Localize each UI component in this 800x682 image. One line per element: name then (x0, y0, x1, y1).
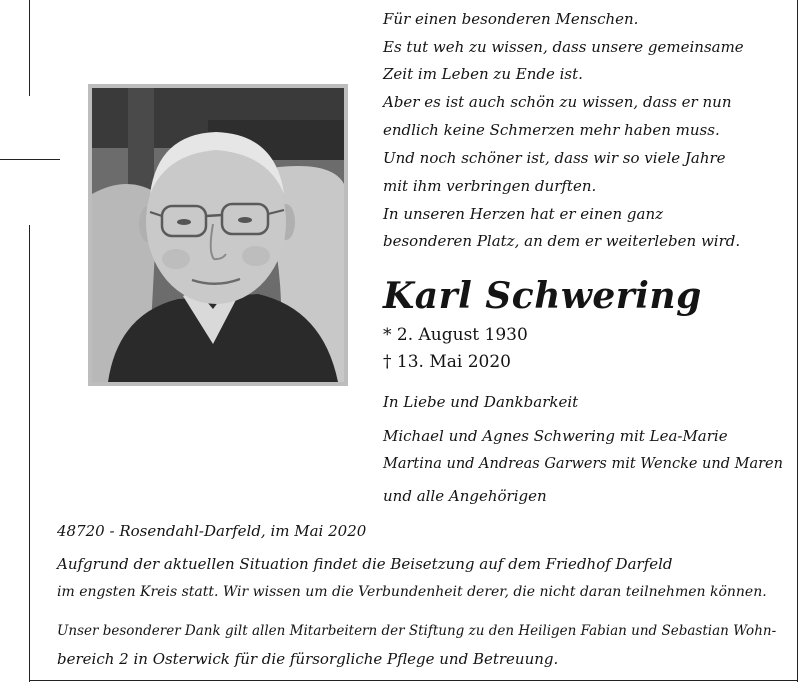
portrait-photo (88, 84, 348, 386)
notice-line: im engsten Kreis statt. Wir wissen um die Verbundenheit derer, die nicht daran teilnehmen können. (57, 584, 767, 600)
poem-line: endlich keine Schmerzen mehr haben muss. (383, 121, 720, 139)
poem-line: Für einen besonderen Menschen. (383, 10, 639, 28)
place-date: 48720 - Rosendahl-Darfeld, im Mai 2020 (57, 522, 367, 540)
birth-date: * 2. August 1930 (383, 325, 528, 345)
frame-left-line-bottom (29, 225, 30, 682)
thanks-line: bereich 2 in Osterwick für die fürsorgliche Pflege und Betreuung. (57, 650, 559, 668)
notice-line: Aufgrund der aktuellen Situation findet die Beisetzung auf dem Friedhof Darfeld (57, 555, 673, 573)
poem-line: besonderen Platz, an dem er weiterleben wird. (383, 232, 741, 250)
signature-line: und alle Angehörigen (383, 487, 547, 505)
signature-intro: In Liebe und Dankbarkeit (383, 393, 579, 411)
poem-line: mit ihm verbringen durften. (383, 177, 597, 195)
signature-line: Michael und Agnes Schwering mit Lea-Marie (383, 427, 728, 445)
signature-line: Martina und Andreas Garwers mit Wencke und Maren (383, 456, 783, 472)
poem-line: Zeit im Leben zu Ende ist. (383, 65, 583, 83)
death-date: † 13. Mai 2020 (383, 352, 511, 372)
poem-line: Aber es ist auch schön zu wissen, dass er nun (383, 93, 732, 111)
cross-icon (0, 159, 60, 160)
poem-line: Es tut weh zu wissen, dass unsere gemeinsame (383, 38, 744, 56)
poem-line: Und noch schöner ist, dass wir so viele Jahre (383, 149, 726, 167)
poem-line: In unseren Herzen hat er einen ganz (383, 205, 664, 223)
frame-left-line-top (29, 0, 30, 96)
thanks-line: Unser besonderer Dank gilt allen Mitarbeitern der Stiftung zu den Heiligen Fabian und Sebastian Wohn- (57, 623, 777, 639)
portrait-image (88, 84, 348, 386)
deceased-name: Karl Schwering (383, 275, 702, 317)
frame-right-line (797, 0, 798, 682)
frame-bottom-line (29, 680, 798, 681)
